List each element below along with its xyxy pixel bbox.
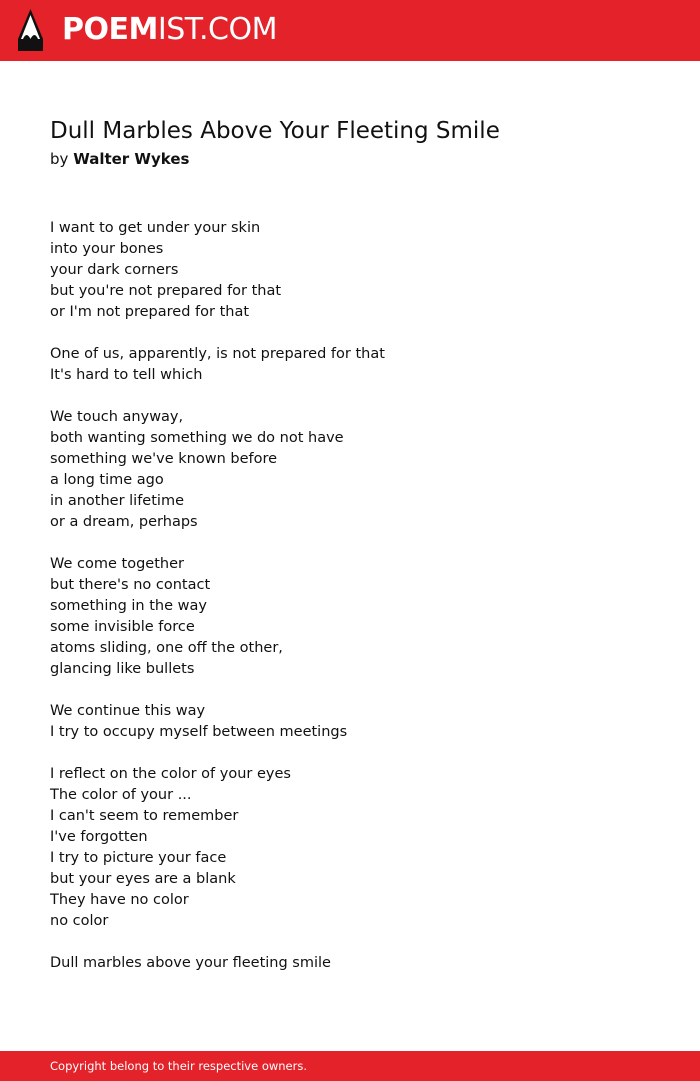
poem-title: Dull Marbles Above Your Fleeting Smile [50, 118, 500, 144]
poem-line: atoms sliding, one off the other, [50, 640, 283, 656]
poem-stanza [50, 407, 650, 533]
poem-line: Dull marbles above your fleeting smile [50, 955, 331, 971]
poem-line: They have no color [50, 892, 189, 908]
site-logo[interactable] [62, 12, 277, 48]
poem-line: or a dream, perhaps [50, 514, 198, 530]
poem-line: I try to picture your face [50, 850, 227, 866]
poem-line: your dark corners [50, 262, 179, 278]
poem-line: I try to occupy myself between meetings [50, 724, 348, 740]
copyright-text: Copyright belong to their respective owners. [50, 1059, 308, 1073]
author-name: Walter Wykes [73, 150, 190, 168]
poem-stanza [50, 764, 650, 932]
poem-line: We continue this way [50, 703, 206, 719]
poem-line: glancing like bullets [50, 661, 195, 677]
poem-stanza [50, 554, 650, 680]
poem-line: I can't seem to remember [50, 808, 239, 824]
poem-line: but there's no contact [50, 577, 211, 593]
byline [50, 149, 189, 169]
poem-line: I've forgotten [50, 829, 148, 845]
poem-line: some invisible force [50, 619, 195, 635]
poem-stanza [50, 218, 650, 323]
poem-line: One of us, apparently, is not prepared for that [50, 346, 385, 362]
poem-line: both wanting something we do not have [50, 430, 344, 446]
poem-line: It's hard to tell which [50, 367, 203, 383]
poem-stanza [50, 701, 650, 743]
pencil-tip-icon[interactable] [17, 9, 44, 51]
poem-line: but your eyes are a blank [50, 871, 236, 887]
poem-line: no color [50, 913, 109, 929]
poem-line: I want to get under your skin [50, 220, 261, 236]
poem-body [50, 218, 650, 995]
poem-line: in another lifetime [50, 493, 184, 509]
site-footer [0, 1051, 700, 1081]
poem-line: The color of your ... [50, 787, 192, 803]
poem-line: I reflect on the color of your eyes [50, 766, 291, 782]
poem-stanza [50, 344, 650, 386]
logo-text-bold: POEM [62, 12, 158, 47]
poem-line: something in the way [50, 598, 207, 614]
poem-line: something we've known before [50, 451, 278, 467]
poem-line: or I'm not prepared for that [50, 304, 250, 320]
poem-line: We touch anyway, [50, 409, 184, 425]
by-label: by [50, 150, 69, 168]
logo-text-light: IST.COM [157, 12, 277, 47]
poem-line: into your bones [50, 241, 164, 257]
poem-line: a long time ago [50, 472, 164, 488]
poem-stanza [50, 953, 650, 974]
site-header [0, 0, 700, 61]
poem-line: We come together [50, 556, 184, 572]
poem-line: but you're not prepared for that [50, 283, 282, 299]
